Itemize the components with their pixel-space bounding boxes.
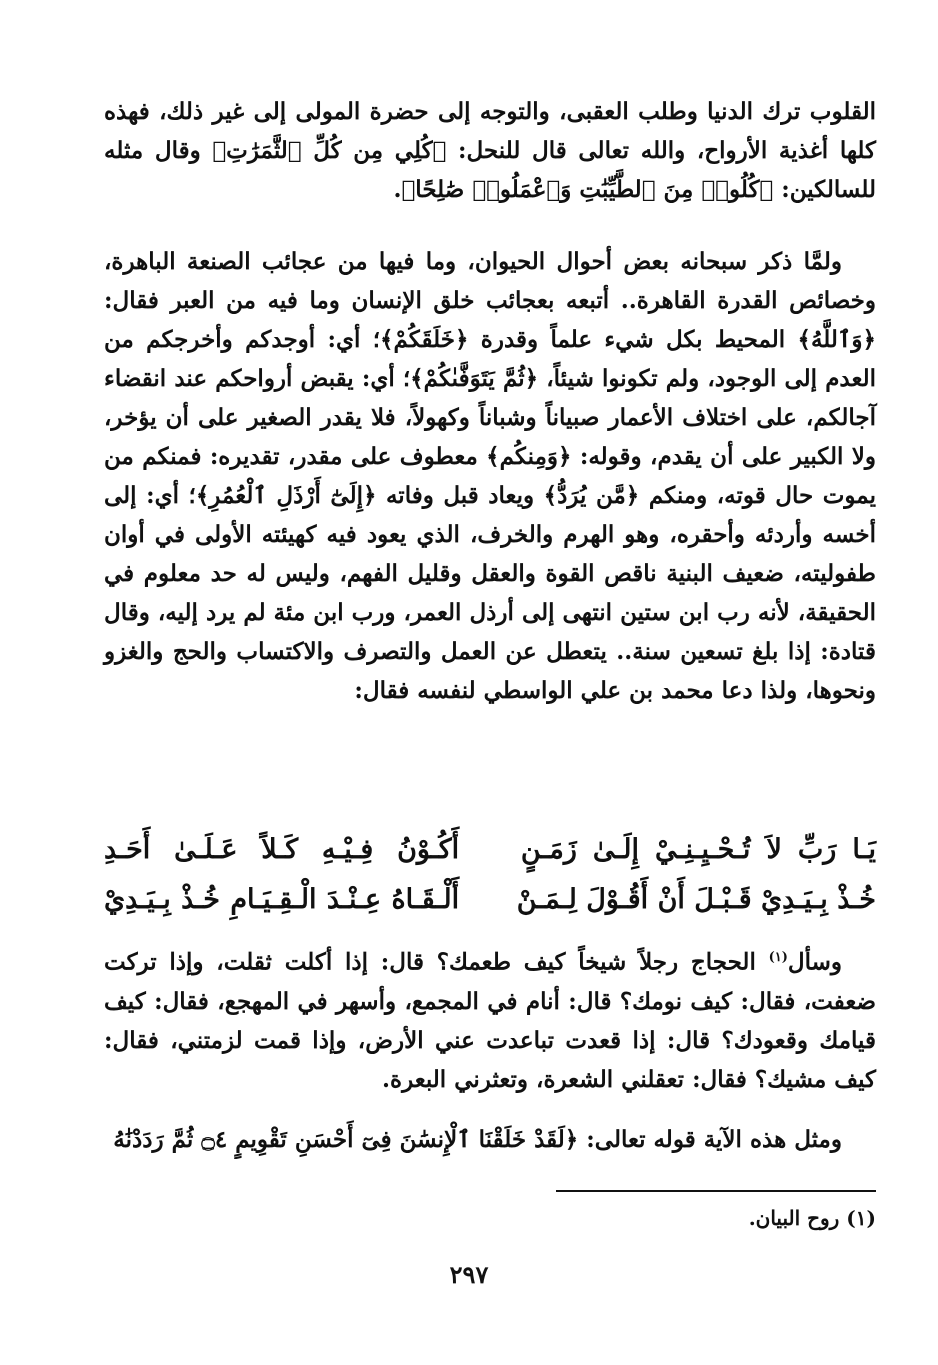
paragraph-2 bbox=[104, 242, 876, 710]
paragraph-2-text: ولمَّا ذكر سبحانه بعض أحوال الحيوان، وما فيها من عجائب الصنعة الباهرة، وخصائص القدرة القاهرة.. أتبعه بعجائب خلق الإنسان وما فيه من العبر فقال: ﴿وَٱللَّهُ﴾ المحيط بكل شيء علماً وقدرة ﴿خَلَقَكُمْ﴾؛ أي: أوجدكم وأخرجكم من العدم إلى الوجود، ولم تكونوا شيئاً، ﴿ثُمَّ يَتَوَفَّىٰكُمْ﴾؛ أي: يقبض أرواحكم عند انقضاء آجالكم، على اختلاف الأعمار صبياناً وشباناً وكهولاً، فلا يقدر الصغير على أن يؤخر، ولا الكبير على أن يقدم، وقوله: ﴿وَمِنكُم﴾ معطوف على مقدر، تقديره: فمنكم من يموت حال قوته، ومنكم ﴿مَّن يُرَدُّ﴾ ويعاد قبل وفاته ﴿إِلَىٰٓ أَرْذَلِ ٱلْعُمُرِ﴾؛ أي: إلى أخسه وأردئه وأحقره، وهو الهرم والخرف، الذي يعود فيه كهيئته الأولى في أوان طفوليته، ضعيف البنية ناقص القوة والعقل وقليل الفهم، وليس له حد معلوم في الحقيقة، لأنه رب ابن ستين انتهى إلى أرذل العمر، ورب ابن مئة لم يرد إليه، وقال قتادة: إذا بلغ تسعين سنة.. يتعطل عن العمل والتصرف والاكتساب والحج والغزو ونحوها، ولذا دعا محمد بن علي الواسطي لنفسه فقال: bbox=[104, 248, 876, 704]
footnote-reference: (١) bbox=[768, 950, 788, 965]
paragraph-3-body: الحجاج رجلاً شيخاً كيف طعمك؟ قال: إذا أكلت ثقلت، وإذا تركت ضعفت، فقال: كيف نومك؟ قال: أنام في المجمع، وأسهر في المهجع، فقال: كيف قيامك وقعودك؟ قال: إذا قعدت تباعدت عني الأرض، وإذا قمت لزمتني، فقال: كيف مشيك؟ فقال: تعقلني الشعرة، وتعثرني البعرة. bbox=[104, 948, 876, 1093]
paragraph-3 bbox=[104, 938, 876, 1099]
poem-verse-1-second-hemistich: أَكُـوْنُ فِـيْـهِ كَـلاً عَـلَـىٰ أَحَـدِ bbox=[104, 834, 460, 865]
poem-verse-1-first-hemistich: يَـا رَبِّ لاَ تُـحْـيِـنِـيْ إِلَـىٰ زَمَـنٍ bbox=[520, 834, 876, 865]
paragraph-1 bbox=[104, 92, 876, 209]
poem-verse-2-first-hemistich: خُـذْ بِـيَـدِيْ قَـبْـلَ أَنْ أَقُـوْلَ لِـمَـنْ bbox=[516, 884, 876, 915]
poem-verse-2-second-hemistich: أَلْـقَـاهُ عِـنْـدَ الْـقِـيَـامِ خُـذْ بِـيَـدِيْ bbox=[104, 884, 460, 915]
paragraph-3-opening: وسأل bbox=[787, 948, 842, 976]
page-number: ٢٩٧ bbox=[449, 1260, 489, 1289]
paragraph-4-text: ومثل هذه الآية قوله تعالى: ﴿لَقَدْ خَلَقْنَا ٱلْإِنسَٰنَ فِىٓ أَحْسَنِ تَقْوِيمٍ ۝٤ ثُمَّ رَدَدْنَٰهُ bbox=[113, 1126, 842, 1153]
poem bbox=[104, 825, 876, 925]
paragraph-3-text bbox=[104, 938, 876, 1099]
footnote: (١) روح البيان. bbox=[748, 1206, 876, 1230]
footnote-divider bbox=[556, 1190, 876, 1192]
poem-verse-2 bbox=[104, 875, 876, 925]
paragraph-4 bbox=[104, 1120, 876, 1159]
poem-verse-1 bbox=[104, 825, 876, 875]
paragraph-1-text: القلوب ترك الدنيا وطلب العقبى، والتوجه إلى حضرة المولى إلى غير ذلك، فهذه كلها أغذية الأرواح، والله تعالى قال للنحل: ﴿كُلِي مِن كُلِّ ٱلثَّمَرَٰتِ﴾ وقال مثله للسالكين: ﴿كُلُوا۟ مِنَ ٱلطَّيِّبَٰتِ وَٱعْمَلُوا۟ صَٰلِحًا﴾. bbox=[104, 98, 876, 203]
